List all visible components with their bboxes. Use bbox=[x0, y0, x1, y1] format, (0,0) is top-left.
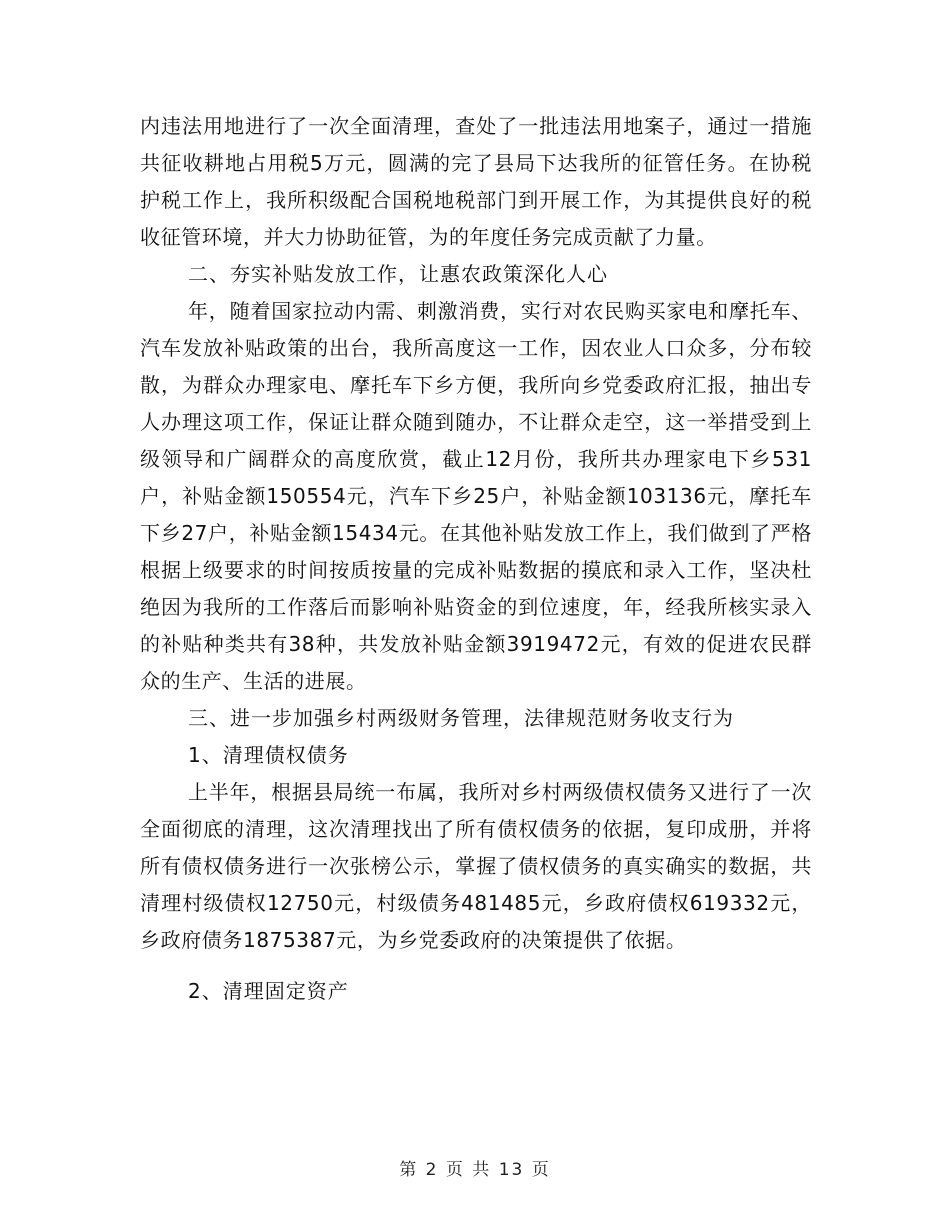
section-heading-finance: 三、进一步加强乡村两级财务管理，法律规范财务收支行为 bbox=[188, 706, 734, 730]
paragraph-subsidy: 年，随着国家拉动内需、刺激消费，实行对农民购买家电和摩托车、汽车发放补贴政策的出台，我所高度这一工作，因农业人口众多，分布较散，为群众办理家电、摩托车下乡方便，我所向乡党委政府汇报，抽出专人办理这项工作，保证让群众随到随办，不让群众走空，这一举措受到上级领导和广阔群众的高度欣赏，截止12月份，我所共办理家电下乡531户，补贴金额150554元，汽车下乡25户，补贴金额103136元，摩托车下乡27户，补贴金额15434元。在其他补贴发放工作上，我们做到了严格根据上级要求的时间按质按量的完成补贴数据的摸底和录入工作，坚决杜绝因为我所的工作落后而影响补贴资金的到位速度，年，经我所核实录入的补贴种类共有38种，共发放补贴金额3919472元，有效的促进农民群众的生产、生活的进展。 bbox=[140, 299, 812, 693]
paragraph-gap bbox=[140, 959, 812, 973]
section-heading-subsidy: 二、夯实补贴发放工作，让惠农政策深化人心 bbox=[188, 262, 608, 286]
subheading-fixed-assets: 2、清理固定资产 bbox=[188, 979, 349, 1003]
paragraph-debts: 上半年，根据县局统一布属，我所对乡村两级债权债务又进行了一次全面彻底的清理，这次清理找出了所有债权债务的依据，复印成册，并将所有债权债务进行一次张榜公示，掌握了债权债务的真实确实的数据，共清理村级债权12750元，村级债务481485元，乡政府债权619332元，乡政府债务1875387元，为乡党委政府的决策提供了依据。 bbox=[140, 780, 812, 952]
paragraph-land-tax: 内违法用地进行了一次全面清理，查处了一批违法用地案子，通过一措施共征收耕地占用税5万元，圆满的完了县局下达我所的征管任务。在协税护税工作上，我所积级配合国税地税部门到开展工作，为其提供良好的税收征管环境，并大力协助征管，为的年度任务完成贡献了力量。 bbox=[140, 114, 812, 249]
document-body bbox=[140, 108, 812, 1010]
page-number-footer: 第 2 页 共 13 页 bbox=[399, 1160, 551, 1180]
subheading-debts: 1、清理债权债务 bbox=[188, 743, 349, 767]
